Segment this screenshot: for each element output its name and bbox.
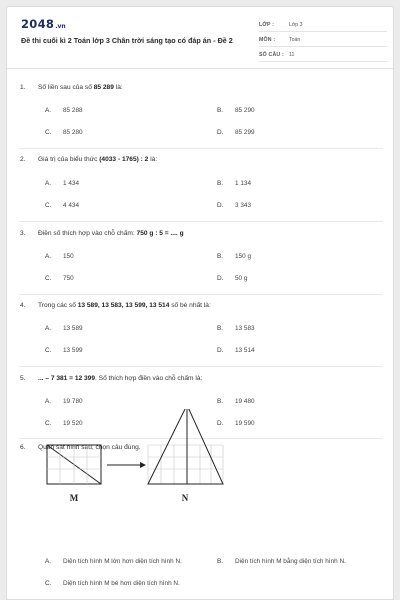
- option-4d[interactable]: D. 13 514: [217, 347, 255, 354]
- arrow-icon: [140, 462, 146, 468]
- logo-suffix: .vn: [55, 23, 66, 30]
- question-text: 1. Số liền sau của số 85 289 là:: [20, 84, 123, 91]
- option-5b[interactable]: B. 19 480: [217, 398, 255, 405]
- question-text: 4. Trong các số 13 589, 13 583, 13 599, 13 514 số bé nhất là:: [20, 302, 211, 309]
- question-3: [20, 229, 390, 239]
- shape-n-triangle: [148, 409, 223, 484]
- option-4a[interactable]: A. 13 589: [45, 325, 83, 332]
- question-divider: [19, 148, 383, 149]
- document-header: [7, 7, 394, 69]
- option-5d[interactable]: D. 19 590: [217, 420, 255, 427]
- question-text: 2. Giá trị của biểu thức (4033 - 1765) : 2 là:: [20, 156, 158, 163]
- question-1: [20, 83, 390, 93]
- document-title: Đề thi cuối kì 2 Toán lớp 3 Chân trời sáng tạo có đáp án - Đề 2: [21, 36, 233, 45]
- option-2b[interactable]: B. 1 134: [217, 180, 251, 187]
- option-5a[interactable]: A. 19 780: [45, 398, 83, 405]
- option-1d[interactable]: D. 85 299: [217, 129, 255, 136]
- question-divider: [19, 221, 383, 222]
- meta-row-count: [259, 47, 387, 62]
- option-6b[interactable]: B. Diện tích hình M bằng diện tích hình N.: [217, 558, 346, 565]
- option-1c[interactable]: C. 85 280: [45, 129, 83, 136]
- option-6c[interactable]: C. Diện tích hình M bé hơn diện tích hình N.: [45, 580, 180, 587]
- meta-value: 11: [289, 52, 295, 58]
- question-divider: [19, 294, 383, 295]
- shapes-figure: [45, 409, 287, 539]
- option-1b[interactable]: B. 85 290: [217, 107, 255, 114]
- meta-key: SỐ CÂU :: [259, 52, 284, 58]
- question-5: [20, 374, 390, 384]
- meta-row-class: [259, 17, 387, 32]
- option-5c[interactable]: C. 19 520: [45, 420, 83, 427]
- label-m: M: [69, 493, 79, 503]
- option-3c[interactable]: C. 750: [45, 275, 74, 282]
- question-text: 5. ... – 7 381 = 12 399. Số thích hợp điền vào chỗ chấm là:: [20, 375, 203, 382]
- grid-lines: [148, 445, 223, 484]
- exam-sheet: [6, 6, 394, 600]
- label-n: N: [181, 493, 189, 503]
- meta-key: LỚP :: [259, 22, 275, 28]
- question-text: 3. Điền số thích hợp vào chỗ chấm: 750 g : 5 = .... g: [20, 230, 184, 237]
- question-divider: [19, 366, 383, 367]
- option-2d[interactable]: D. 3 343: [217, 202, 251, 209]
- option-4b[interactable]: B. 13 583: [217, 325, 255, 332]
- option-3d[interactable]: D. 50 g: [217, 275, 248, 282]
- option-2a[interactable]: A. 1 434: [45, 180, 79, 187]
- meta-key: MÔN :: [259, 37, 276, 43]
- option-1a[interactable]: A. 85 288: [45, 107, 83, 114]
- question-4: [20, 301, 390, 311]
- option-3b[interactable]: B. 150 g: [217, 253, 251, 260]
- meta-value: Toán: [289, 37, 301, 43]
- option-3a[interactable]: A. 150: [45, 253, 74, 260]
- option-4c[interactable]: C. 13 599: [45, 347, 83, 354]
- option-6a[interactable]: A. Diện tích hình M lớn hơn diện tích hình N.: [45, 558, 182, 565]
- question-2: [20, 155, 390, 165]
- question-text: 6. Quan sát hình sau, chọn câu đúng.: [20, 444, 141, 451]
- option-2c[interactable]: C. 4 434: [45, 202, 79, 209]
- logo-text: 2048: [21, 17, 55, 31]
- site-logo[interactable]: [21, 17, 66, 31]
- meta-value: Lớp 3: [289, 22, 303, 28]
- meta-row-subject: [259, 32, 387, 47]
